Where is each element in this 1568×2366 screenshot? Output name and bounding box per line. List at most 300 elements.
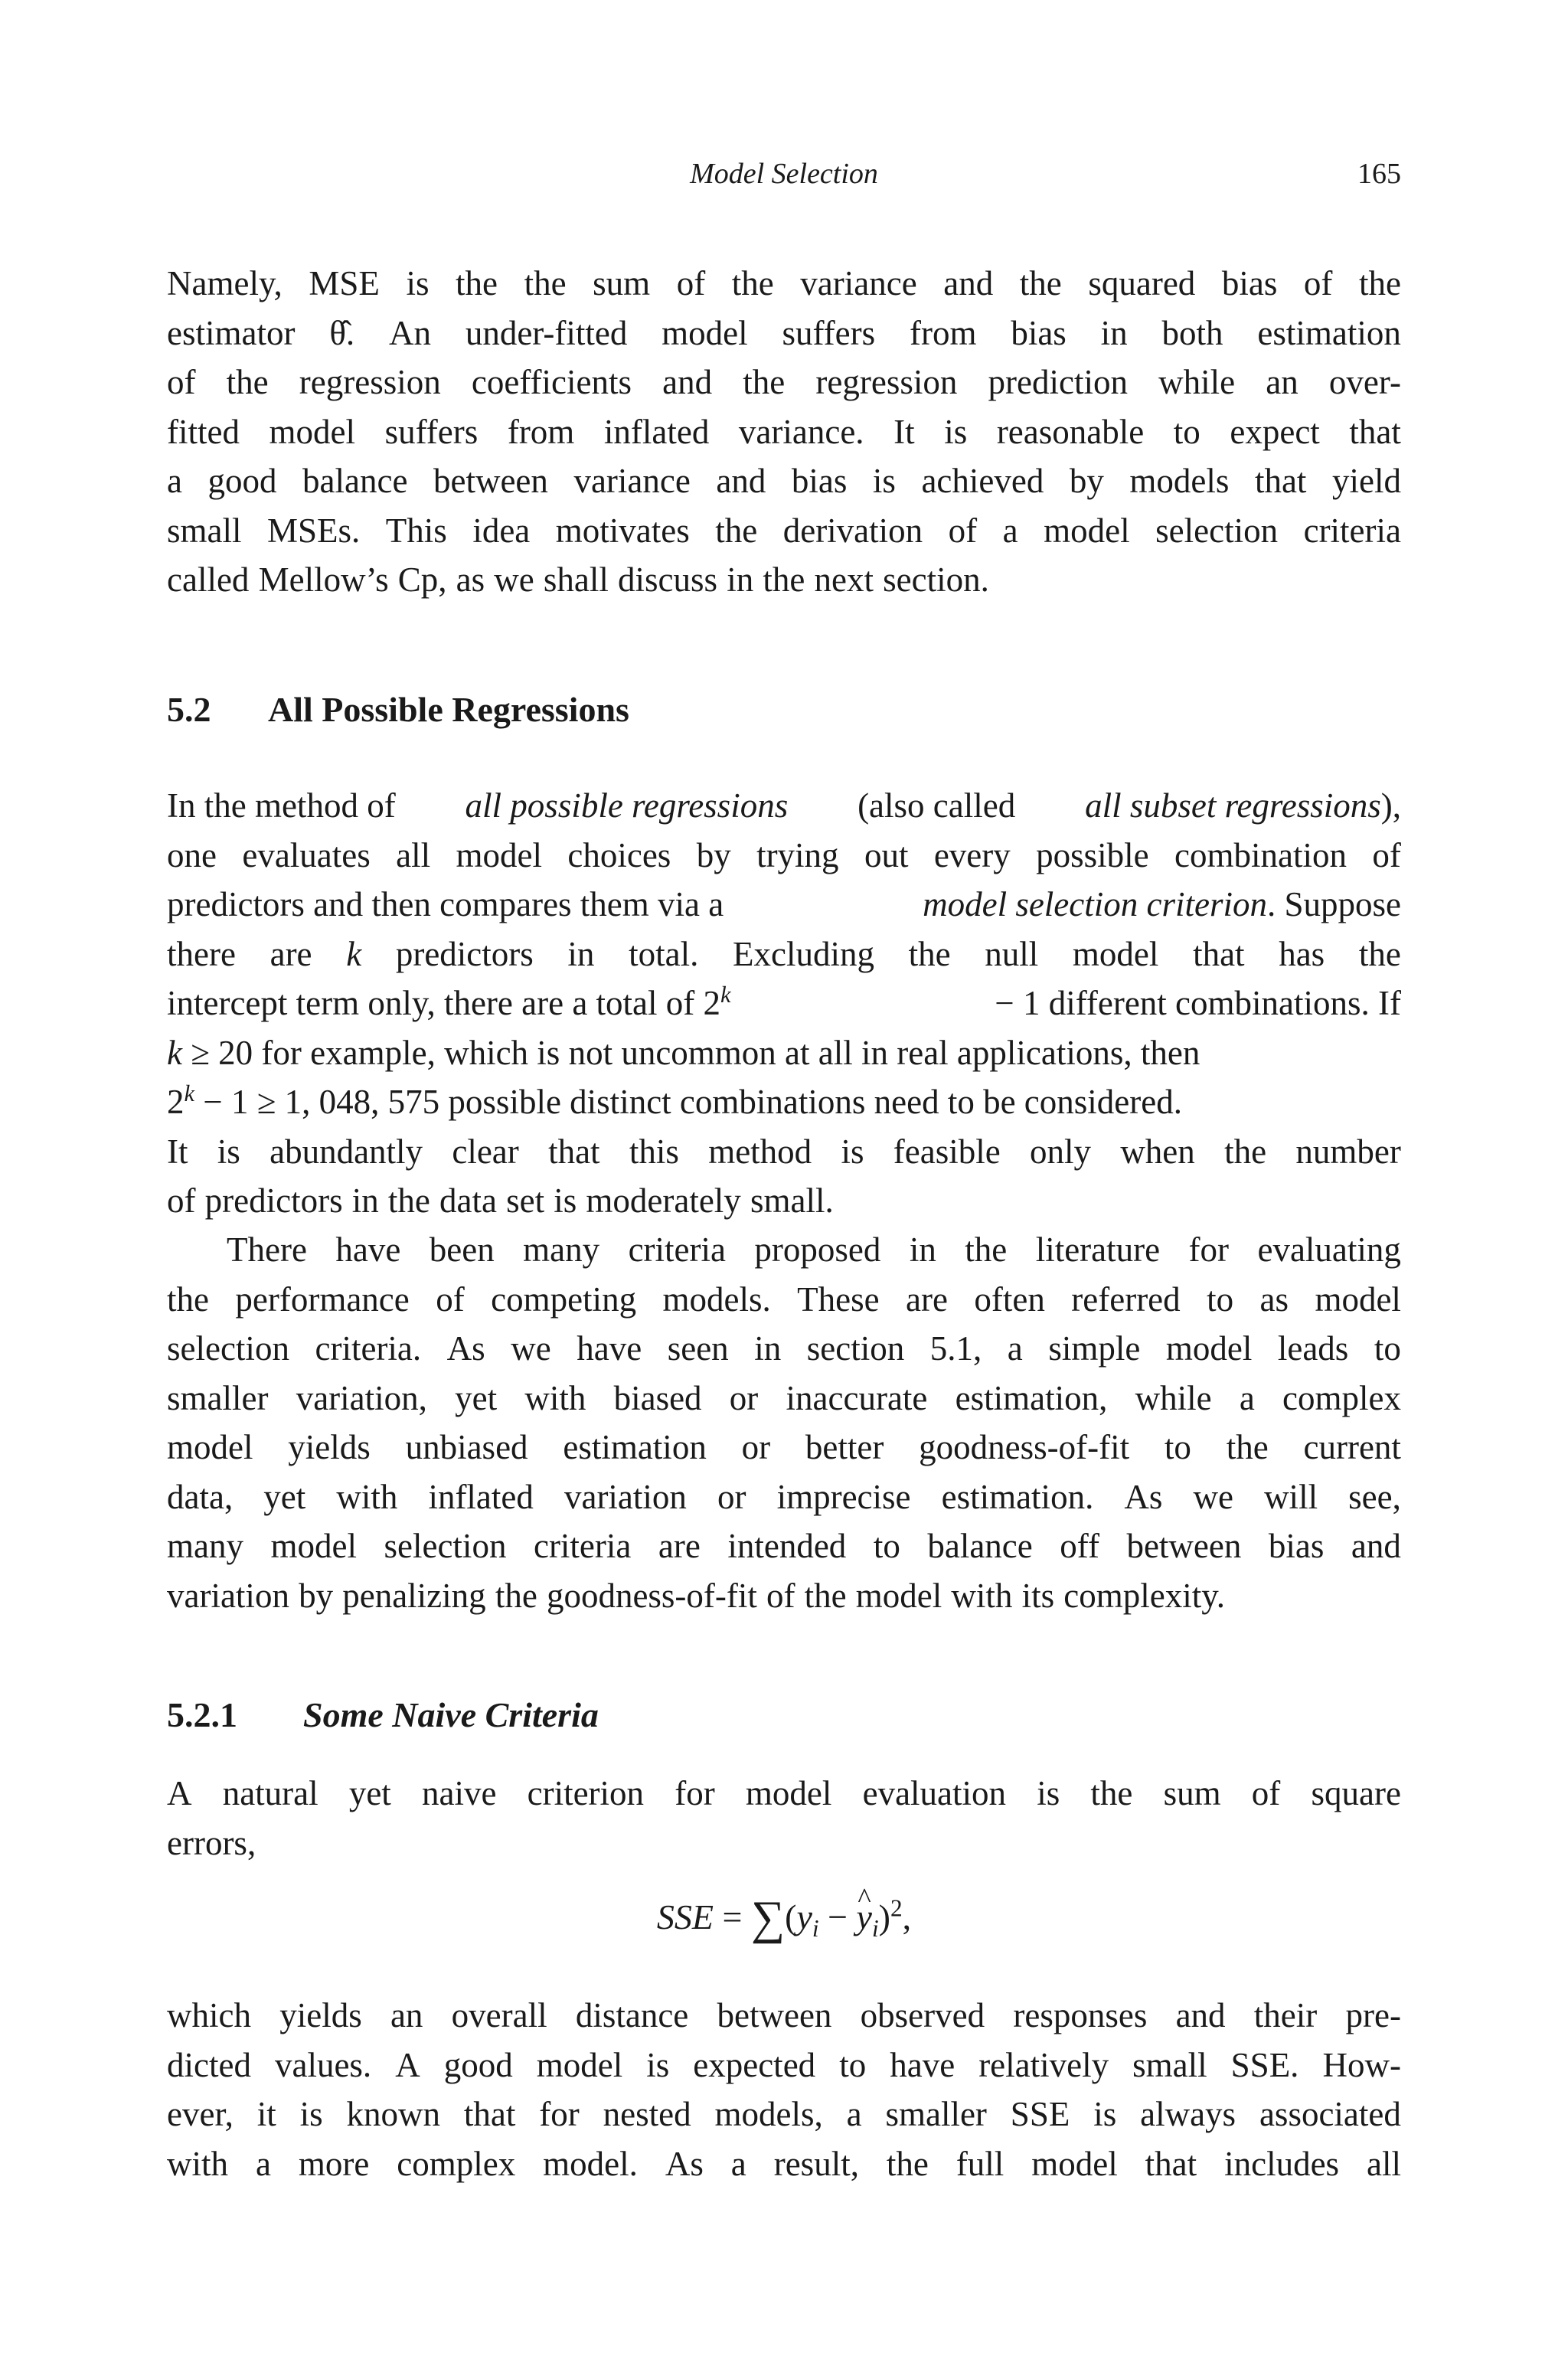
word: been xyxy=(429,1230,495,1269)
word: goodness-of-fit xyxy=(919,1428,1130,1466)
word: a xyxy=(255,2144,271,2183)
word: These xyxy=(797,1279,880,1319)
equation-sse xyxy=(167,1891,1401,1946)
text-line xyxy=(167,1571,1401,1621)
superscript-2: 2 xyxy=(890,1894,903,1922)
word: smaller xyxy=(167,1378,269,1417)
word: evaluates xyxy=(242,835,371,874)
word: in xyxy=(1100,313,1128,352)
word: are xyxy=(270,934,312,973)
word: selection xyxy=(384,1527,507,1565)
word: Cp, xyxy=(397,560,447,599)
word: of xyxy=(1303,264,1333,302)
var-y-hat: y ^ xyxy=(857,1897,872,1937)
word: see, xyxy=(1348,1477,1401,1516)
word: θ̂. xyxy=(329,313,355,352)
word: for xyxy=(539,2095,580,2133)
section-title: Some Naive Criteria xyxy=(303,1695,599,1734)
word: As xyxy=(1124,1477,1163,1516)
word: in xyxy=(909,1230,936,1269)
word: known xyxy=(346,2095,441,2133)
word: sum xyxy=(1163,1774,1221,1812)
word: often xyxy=(974,1279,1045,1319)
text-line xyxy=(167,1176,1401,1226)
sum-symbol: ∑ xyxy=(750,1892,786,1944)
word: are xyxy=(658,1527,701,1565)
word: model xyxy=(270,1527,357,1565)
word: sum xyxy=(593,264,651,302)
word: of xyxy=(1251,1774,1281,1812)
word: good xyxy=(207,462,277,500)
word: expect xyxy=(1230,412,1320,451)
text-line xyxy=(167,930,1401,979)
word: the xyxy=(731,264,774,302)
word: over- xyxy=(1328,363,1401,401)
term-all-possible-regressions: all possible regressions xyxy=(465,786,789,825)
word: bias xyxy=(791,462,848,500)
word: values. xyxy=(274,2045,372,2084)
word: off xyxy=(1060,1527,1099,1565)
word: SSE xyxy=(1010,2095,1070,2133)
word: yet xyxy=(263,1477,306,1516)
word: for xyxy=(675,1774,715,1812)
word: responses xyxy=(1013,1996,1148,2034)
word: of xyxy=(167,1181,196,1220)
word: of xyxy=(676,264,706,302)
word: How- xyxy=(1322,2045,1401,2084)
word: is xyxy=(646,2045,670,2084)
word: a xyxy=(167,462,182,500)
word: models, xyxy=(714,2095,823,2133)
text-line xyxy=(167,1819,1401,1868)
word: the xyxy=(804,1576,847,1615)
word: model xyxy=(1165,1329,1253,1368)
word: have xyxy=(577,1329,642,1368)
word: model xyxy=(745,1774,832,1812)
word: a xyxy=(1002,511,1018,550)
word: bias xyxy=(1268,1527,1325,1565)
word: penalizing xyxy=(342,1576,486,1615)
word: associated xyxy=(1259,2095,1401,2133)
word: out xyxy=(864,835,909,874)
word: set xyxy=(506,1181,545,1220)
word: simple xyxy=(1048,1329,1141,1368)
word: the xyxy=(1224,1132,1267,1171)
word: under-fitted xyxy=(465,313,628,352)
word: evaluation xyxy=(862,1774,1007,1812)
word: bias xyxy=(1221,264,1278,302)
word: the xyxy=(524,264,567,302)
word: data xyxy=(439,1181,497,1220)
word: and xyxy=(943,264,994,302)
word: natural xyxy=(222,1774,318,1812)
word: criteria xyxy=(533,1527,632,1565)
section-title: All Possible Regressions xyxy=(268,690,629,729)
text-line xyxy=(167,1028,1401,1078)
word: in xyxy=(754,1329,782,1368)
word: achieved xyxy=(921,462,1044,500)
word: the xyxy=(908,934,951,973)
word: we xyxy=(511,1329,551,1368)
minus-sign: − xyxy=(828,1897,848,1936)
text-line xyxy=(167,506,1401,556)
word: that xyxy=(1193,934,1245,973)
word: complex xyxy=(397,2144,516,2183)
word: by xyxy=(696,835,731,874)
word: Mellow’s xyxy=(258,560,389,599)
word: result, xyxy=(773,2144,859,2183)
word: section. xyxy=(883,560,989,599)
text-line xyxy=(167,2041,1401,2090)
word: clear xyxy=(452,1132,519,1171)
word: the xyxy=(1358,264,1401,302)
word: models. xyxy=(662,1279,771,1319)
text-line xyxy=(167,309,1401,358)
word: yet xyxy=(455,1378,498,1417)
word: model xyxy=(1031,2144,1118,2183)
text-span: intercept term only, there are a total of 2 xyxy=(167,984,721,1022)
word: criteria. xyxy=(315,1329,422,1368)
text-line xyxy=(167,358,1401,407)
word: the xyxy=(167,1279,209,1319)
text-line xyxy=(167,1991,1401,2041)
word: a xyxy=(846,2095,862,2133)
word: variation, xyxy=(296,1378,427,1417)
word: regression xyxy=(299,363,441,401)
word: 5.1, xyxy=(929,1329,982,1368)
word: while xyxy=(1135,1378,1212,1417)
word: intended xyxy=(727,1527,847,1565)
word: their xyxy=(1253,1996,1318,2034)
text-line xyxy=(167,2090,1401,2139)
word: that xyxy=(1145,2144,1197,2183)
word: one xyxy=(167,835,217,874)
word: goodness-of-fit xyxy=(546,1576,757,1615)
word: inaccurate xyxy=(786,1378,928,1417)
text-span: 2 xyxy=(167,1083,185,1121)
word: competing xyxy=(491,1279,637,1319)
word: its xyxy=(1021,1576,1055,1615)
word: yield xyxy=(1331,462,1401,500)
word: proposed xyxy=(754,1230,881,1269)
word: variation xyxy=(167,1576,289,1615)
word: yields xyxy=(279,1996,362,2034)
word: leads xyxy=(1277,1329,1349,1368)
word: have xyxy=(335,1230,401,1269)
term-all-subset-regressions: all subset regressions xyxy=(1085,786,1381,825)
word: unbiased xyxy=(405,1428,528,1466)
word: estimation. xyxy=(941,1477,1094,1516)
word: of xyxy=(766,1576,795,1615)
section-heading-5-2 xyxy=(167,689,1401,730)
word: with xyxy=(524,1378,586,1417)
word: biased xyxy=(613,1378,702,1417)
word: ever, xyxy=(167,2095,234,2133)
running-title: Model Selection xyxy=(690,158,878,190)
word: in xyxy=(567,934,595,973)
word: from xyxy=(507,412,575,451)
word: by xyxy=(299,1576,334,1615)
word: or xyxy=(729,1378,759,1417)
text-line xyxy=(167,831,1401,881)
paragraph-sse xyxy=(167,1991,1401,2188)
word: for xyxy=(1188,1230,1230,1269)
word: imprecise xyxy=(776,1477,911,1516)
word: while xyxy=(1158,363,1236,401)
word: good xyxy=(443,2045,513,2084)
word: variance. xyxy=(738,412,864,451)
word: There xyxy=(227,1230,307,1269)
word: criteria xyxy=(628,1230,726,1269)
word: estimation xyxy=(563,1428,707,1466)
text-line xyxy=(167,1374,1401,1423)
text-span: (also called xyxy=(858,786,1016,825)
paragraph-naive xyxy=(167,1769,1401,1868)
word: model xyxy=(1072,934,1159,973)
word: dicted xyxy=(167,2045,251,2084)
word: section xyxy=(806,1329,905,1368)
section-number: 5.2 xyxy=(167,690,211,729)
math-var: k xyxy=(167,1033,182,1072)
word: we xyxy=(1193,1477,1233,1516)
running-head xyxy=(167,157,1401,200)
word: next xyxy=(814,560,874,599)
word: model xyxy=(662,313,748,352)
text-span: ), xyxy=(1380,786,1401,825)
word: an xyxy=(390,1996,423,2034)
word: all xyxy=(396,835,431,874)
word: model xyxy=(1315,1279,1401,1319)
word: the xyxy=(1358,934,1401,973)
word: called xyxy=(167,560,250,599)
word: small xyxy=(1132,2045,1207,2084)
text-span: . Suppose xyxy=(1266,885,1401,923)
word: to xyxy=(873,1527,900,1565)
paren-close: ) xyxy=(878,1897,890,1936)
word: selection xyxy=(167,1329,289,1368)
word: estimation, xyxy=(955,1378,1108,1417)
text-line xyxy=(167,979,1401,1028)
word: derivation xyxy=(782,511,923,550)
word: and xyxy=(1175,1996,1226,2034)
text-span: In the method of xyxy=(167,786,396,825)
word: the xyxy=(743,363,786,401)
text-line xyxy=(167,2139,1401,2189)
word: is xyxy=(872,462,896,500)
word: squared xyxy=(1088,264,1196,302)
word: is xyxy=(1037,1774,1060,1812)
word: SSE. xyxy=(1230,2045,1299,2084)
word: relatively xyxy=(978,2045,1109,2084)
word: is xyxy=(217,1132,240,1171)
word: model xyxy=(456,835,542,874)
term-model-selection-criterion: model selection criterion xyxy=(923,885,1267,923)
word: from xyxy=(909,313,977,352)
word: is xyxy=(554,1181,577,1220)
word: the xyxy=(387,1181,430,1220)
word: to xyxy=(1374,1329,1401,1368)
word: the xyxy=(715,511,758,550)
word: reasonable xyxy=(996,412,1145,451)
equation-equals: = xyxy=(722,1897,743,1936)
text-line xyxy=(167,456,1401,506)
word: a xyxy=(1239,1378,1255,1417)
equation-lhs: SSE xyxy=(656,1897,714,1936)
word: only xyxy=(1030,1132,1092,1171)
word: and xyxy=(716,462,766,500)
word: idea xyxy=(472,511,531,550)
word: yields xyxy=(288,1428,371,1466)
word: many xyxy=(167,1527,243,1565)
word: variance xyxy=(573,462,691,500)
text-line xyxy=(167,1225,1401,1275)
word: the xyxy=(1226,1428,1269,1466)
paragraph-all-possible xyxy=(167,781,1401,1226)
word: that xyxy=(548,1132,600,1171)
word: is xyxy=(1093,2095,1117,2133)
word: motivates xyxy=(555,511,690,550)
word: of xyxy=(1372,835,1401,874)
word: suffers xyxy=(384,412,479,451)
word: variance xyxy=(800,264,917,302)
word: Excluding xyxy=(732,934,874,973)
word: current xyxy=(1303,1428,1401,1466)
word: predictors xyxy=(395,934,534,973)
word: model xyxy=(269,412,356,451)
text-line xyxy=(167,1521,1401,1571)
text-span: predictors and then compares them via a xyxy=(167,885,724,923)
word: the xyxy=(965,1230,1008,1269)
text-line xyxy=(167,1077,1401,1127)
word: Namely, xyxy=(167,264,283,302)
word: choices xyxy=(567,835,671,874)
word: both xyxy=(1161,313,1223,352)
word: always xyxy=(1140,2095,1236,2133)
word: model xyxy=(855,1576,942,1615)
word: referred xyxy=(1071,1279,1181,1319)
word: by xyxy=(1069,462,1104,500)
word: seen xyxy=(667,1329,729,1368)
word: the xyxy=(763,560,805,599)
word: data, xyxy=(167,1477,234,1516)
subscript-i: i xyxy=(812,1915,819,1943)
word: is xyxy=(944,412,968,451)
word: with xyxy=(336,1477,398,1516)
word: feasible xyxy=(893,1132,1001,1171)
word: of xyxy=(948,511,978,550)
word: have xyxy=(890,2045,956,2084)
paragraph-criteria xyxy=(167,1225,1401,1620)
word: as xyxy=(456,560,485,599)
text-span: ≥ 20 for example, which is not uncommon at all in real applications, then xyxy=(191,1033,1200,1072)
text-line xyxy=(167,1127,1401,1177)
word: moderately xyxy=(586,1181,741,1220)
word: the xyxy=(495,1576,537,1615)
word: full xyxy=(956,2144,1004,2183)
word: criteria xyxy=(1303,511,1401,550)
word: we xyxy=(494,560,534,599)
word: yet xyxy=(348,1774,391,1812)
word: better xyxy=(805,1428,884,1466)
word: balance xyxy=(927,1527,1033,1565)
word: inflated xyxy=(428,1477,534,1516)
word: performance xyxy=(235,1279,410,1319)
word: As xyxy=(446,1329,485,1368)
word: is xyxy=(299,2095,323,2133)
word: to xyxy=(839,2045,867,2084)
text-span: − 1 ≥ 1, 048, 575 possible distinct combinations need to be considered. xyxy=(203,1083,1182,1121)
superscript: k xyxy=(720,982,731,1008)
word: criterion xyxy=(527,1774,645,1812)
word: a xyxy=(1007,1329,1023,1368)
word: to xyxy=(1173,412,1200,451)
word: method xyxy=(708,1132,812,1171)
word: many xyxy=(523,1230,600,1269)
word: shall xyxy=(543,560,609,599)
word: predictors xyxy=(204,1181,343,1220)
word: errors, xyxy=(167,1823,256,1862)
word: model xyxy=(536,2045,623,2084)
word: all xyxy=(1367,2144,1401,2183)
word: to xyxy=(1207,1279,1234,1319)
section-number: 5.2.1 xyxy=(167,1695,237,1734)
text-line xyxy=(167,1275,1401,1325)
book-page xyxy=(167,0,1401,2366)
word: k xyxy=(346,934,362,973)
word: MSE xyxy=(309,264,380,302)
word: As xyxy=(665,2144,704,2183)
word: abundantly xyxy=(270,1132,423,1171)
word: that xyxy=(1349,412,1401,451)
word: a xyxy=(730,2144,746,2183)
word: selection xyxy=(1155,511,1279,550)
word: nested xyxy=(603,2095,691,2133)
word: pre- xyxy=(1345,1996,1401,2034)
word: that xyxy=(1254,462,1307,500)
word: are xyxy=(906,1279,948,1319)
word: fitted xyxy=(167,412,240,451)
word: and xyxy=(1351,1527,1401,1565)
word: between xyxy=(433,462,548,500)
word: this xyxy=(629,1132,679,1171)
word: is xyxy=(841,1132,864,1171)
equation-comma: , xyxy=(902,1897,912,1936)
word: evaluating xyxy=(1257,1230,1401,1269)
word: as xyxy=(1259,1279,1289,1319)
word: small. xyxy=(750,1181,834,1220)
word: It xyxy=(167,1132,188,1171)
text-line xyxy=(167,880,1401,930)
word: estimator xyxy=(167,313,296,352)
word: This xyxy=(385,511,447,550)
text-line xyxy=(167,1472,1401,1522)
word: suffers xyxy=(782,313,876,352)
text-line xyxy=(167,555,1401,605)
word: model xyxy=(167,1428,253,1466)
word: complexity. xyxy=(1063,1576,1226,1615)
text-line xyxy=(167,407,1401,457)
word: with xyxy=(951,1576,1013,1615)
word: in xyxy=(727,560,754,599)
word: bias xyxy=(1011,313,1067,352)
word: A xyxy=(395,2045,420,2084)
word: square xyxy=(1311,1774,1401,1812)
text-span: − 1 different combinations. If xyxy=(995,984,1401,1022)
text-line xyxy=(167,1324,1401,1374)
paren-open: ( xyxy=(785,1897,797,1936)
subscript-i: i xyxy=(871,1915,879,1943)
word: which xyxy=(167,1996,251,2034)
